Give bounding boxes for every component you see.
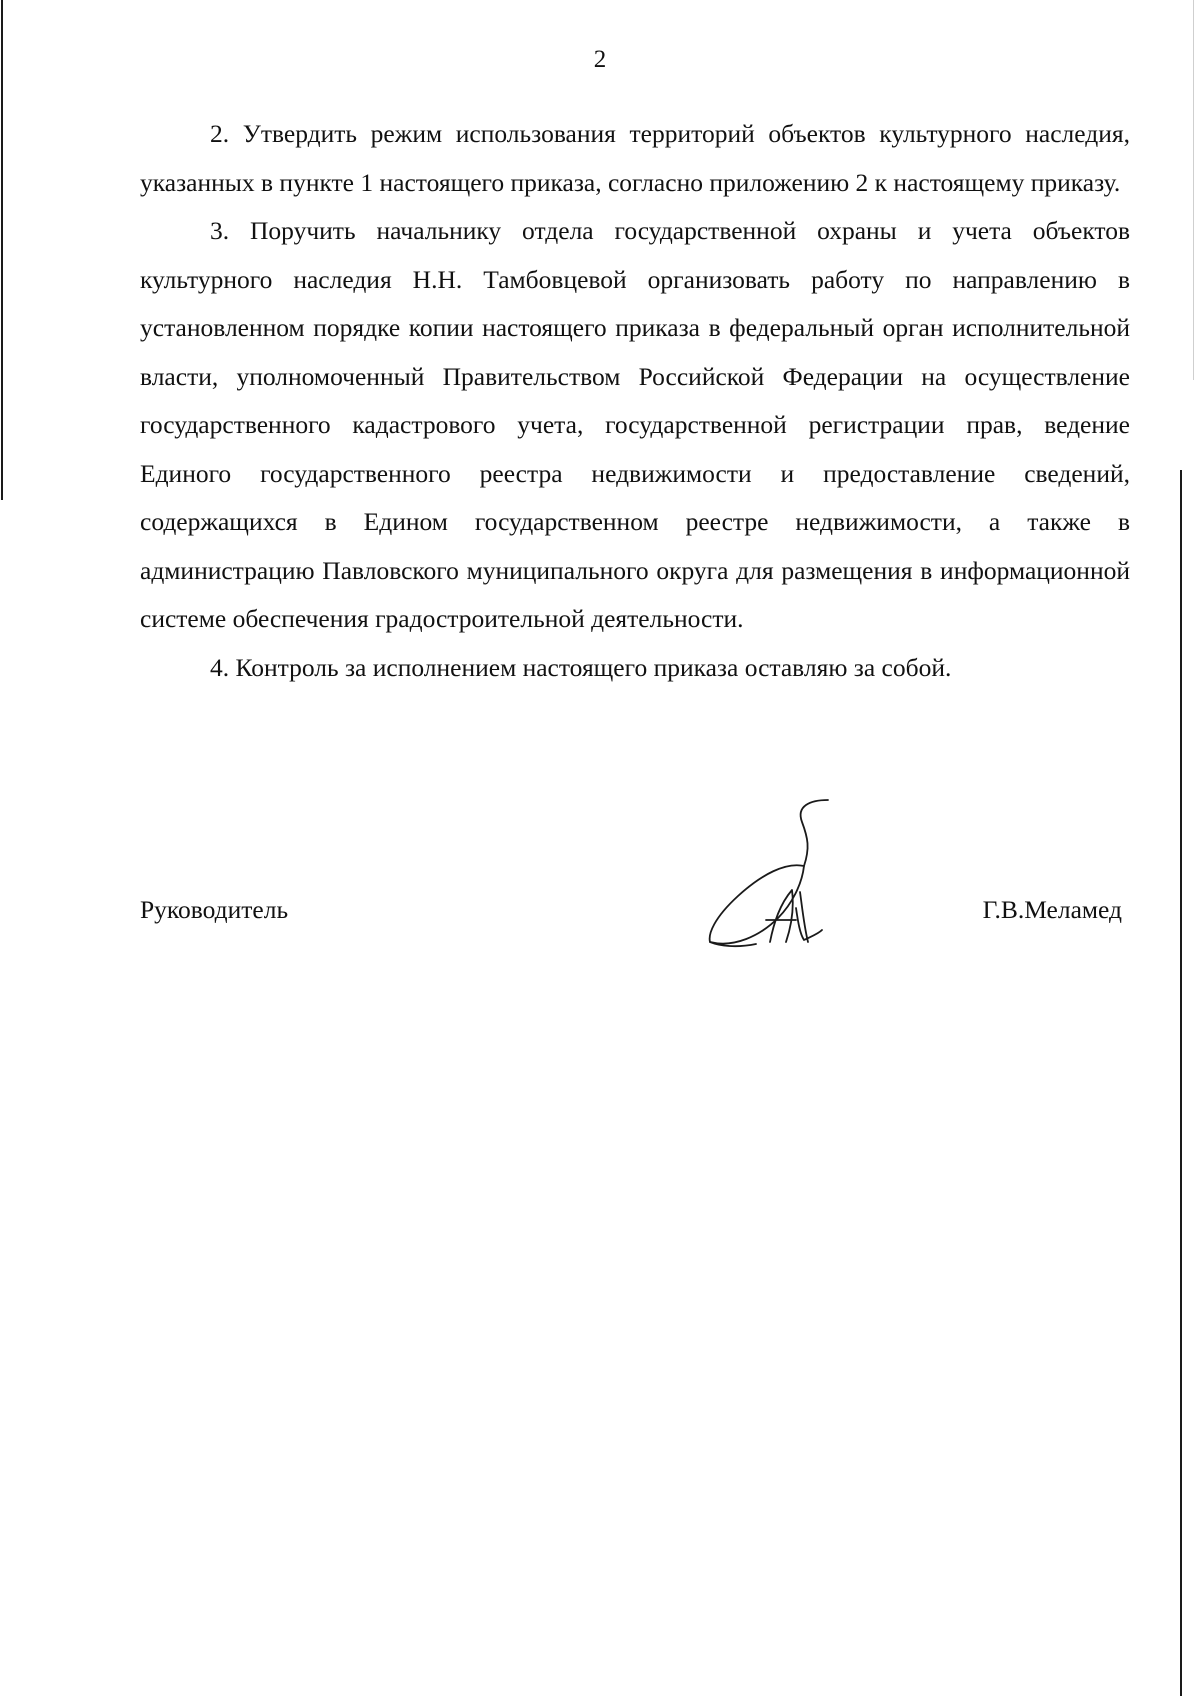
- scan-edge-right: [1180, 470, 1182, 1696]
- scan-edge-left: [1, 0, 3, 500]
- signatory-name: Г.В.Меламед: [982, 895, 1122, 924]
- handwritten-signature-icon: [700, 796, 850, 956]
- paragraph-item-3: 3. Поручить начальнику отдела государственной охраны и учета объектов культурного наследия Н.Н. Тамбовцевой организовать работу по направлению в установленном порядке копии настоящего приказа в федеральный орган исполнительной власти, уполномоченный Правительством Российской Федерации на осуществление государственного кадастрового учета, государственной регистрации прав, ведение Единого государственного реестра недвижимости и предоставление сведений, содержащихся в Едином государственном реестре недвижимости, а также в администрацию Павловского муниципального округа для размещения в информационной системе обеспечения градостроительной деятельности.: [140, 216, 1130, 633]
- document-body: [140, 110, 1130, 692]
- signatory-role: Руководитель: [140, 895, 289, 924]
- paragraph-item-2: 2. Утвердить режим использования территорий объектов культурного наследия, указанных в пункте 1 настоящего приказа, согласно приложению 2 к настоящему приказу.: [140, 119, 1130, 197]
- paragraph-item-4: 4. Контроль за исполнением настоящего приказа оставляю за собой.: [210, 652, 952, 682]
- signature-block: [140, 895, 1130, 935]
- page-number: 2: [593, 46, 607, 73]
